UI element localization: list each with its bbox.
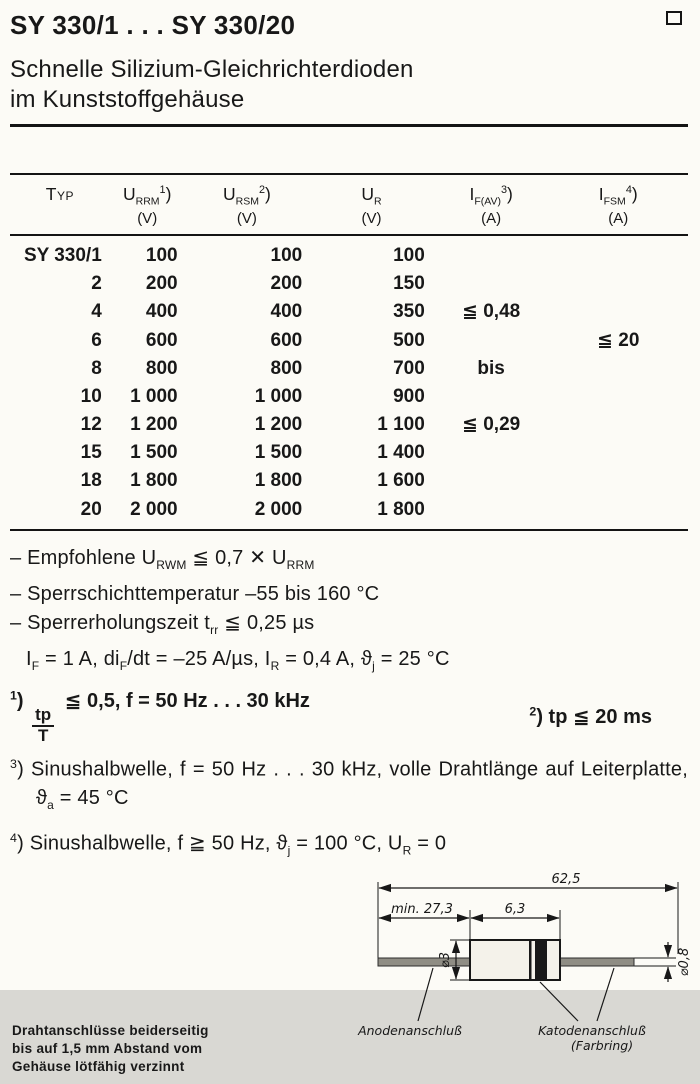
cell-ifsm bbox=[548, 467, 688, 495]
cell-ifsm bbox=[548, 495, 688, 530]
cell-urrm: 1 000 bbox=[130, 385, 178, 407]
cell-ur: 350 bbox=[393, 301, 425, 323]
cell-urrm: 100 bbox=[145, 245, 178, 266]
cell-ur: 1 400 bbox=[377, 442, 425, 464]
solderability-note bbox=[12, 1022, 209, 1076]
footnote-row-1-2 bbox=[10, 688, 688, 746]
dim-overall-label: 62,5 bbox=[551, 871, 581, 887]
col-header-ifav-symbol: $I_{F(AV)}^3$) bbox=[469, 183, 513, 207]
cell-ifav: bis bbox=[477, 357, 505, 379]
cell-urrm: 1 200 bbox=[130, 414, 178, 436]
subtitle-line-1: Schnelle Silizium-Gleichrichterdioden bbox=[10, 56, 414, 83]
col-header-ifsm-symbol: $I_{FSM}^4$) bbox=[598, 183, 638, 207]
footnote-2: $^2$) tp ≦ 20 ms bbox=[529, 704, 652, 729]
col-header-ifsm-unit: (A) bbox=[608, 210, 629, 227]
cell-ifsm bbox=[548, 235, 688, 270]
cell-ur: 150 bbox=[393, 273, 425, 295]
cell-ur: 1 800 bbox=[377, 498, 425, 520]
cell-ifav bbox=[434, 495, 549, 530]
dim-body-dia-label: ⌀3 bbox=[438, 951, 453, 968]
cathode-lead bbox=[560, 958, 634, 966]
page-header bbox=[10, 8, 688, 41]
cell-ifsm bbox=[548, 439, 688, 467]
bottom-section bbox=[10, 870, 692, 1084]
dim-wire-dia-label: ⌀0,8 bbox=[677, 947, 692, 977]
cell-ursm: 2 000 bbox=[254, 498, 303, 520]
header-row bbox=[10, 174, 688, 236]
col-header-typ bbox=[10, 174, 110, 236]
cell-ursm: 100 bbox=[270, 245, 303, 266]
cell-ifav bbox=[434, 235, 549, 270]
col-header-ifsm bbox=[548, 174, 688, 236]
cell-urrm: 200 bbox=[145, 273, 178, 295]
table-row bbox=[10, 467, 688, 495]
cell-urrm: 600 bbox=[145, 329, 178, 351]
dim-lead-label: min. 27,3 bbox=[391, 901, 453, 917]
solderability-note-line-3: Gehäuse lötfähig verzinnt bbox=[12, 1058, 185, 1074]
cell-urrm: 1 800 bbox=[130, 470, 178, 492]
cell-ursm: 1 500 bbox=[254, 442, 303, 464]
cell-typ: 4 bbox=[91, 301, 102, 323]
anode-leader-line bbox=[418, 968, 433, 1021]
table-row bbox=[10, 439, 688, 467]
notes-section bbox=[10, 544, 688, 865]
col-header-ifav-unit: (A) bbox=[481, 210, 502, 227]
table-row bbox=[10, 235, 688, 270]
cell-typ: 10 bbox=[80, 385, 102, 407]
cell-urrm: 400 bbox=[145, 301, 178, 323]
table-row bbox=[10, 298, 688, 326]
cell-typ: 8 bbox=[91, 357, 102, 379]
cell-ur: 1 600 bbox=[377, 470, 425, 492]
cathode-band bbox=[535, 940, 547, 980]
footnote-3: $^3$) Sinushalbwelle, f = 50 Hz . . . 30 kHz, volle Drahtlänge auf Leiterplatte, $ϑ_a = 45$ °C bbox=[10, 757, 688, 813]
cell-typ: SY 330/1 bbox=[23, 245, 102, 266]
cell-ursm: 200 bbox=[270, 273, 303, 295]
cell-typ: 6 bbox=[91, 329, 102, 351]
cell-ursm: 800 bbox=[270, 357, 303, 379]
anode-label: Anodenanschluß bbox=[358, 1022, 462, 1038]
cell-ifav bbox=[434, 382, 549, 410]
col-header-typ-symbol: Typ bbox=[45, 183, 74, 204]
cell-ifav: ≦ 0,48 bbox=[462, 301, 521, 323]
cathode-label: Katodenanschluß bbox=[538, 1022, 646, 1038]
cell-ifsm bbox=[548, 354, 688, 382]
cell-urrm: 800 bbox=[145, 357, 178, 379]
subtitle-line-2: im Kunststoffgehäuse bbox=[10, 85, 245, 113]
col-header-ur-symbol: $U_R$ bbox=[361, 183, 382, 207]
table-row bbox=[10, 495, 688, 530]
ratings-table bbox=[10, 173, 688, 531]
cell-ur: 500 bbox=[393, 329, 425, 351]
package-outline-diagram bbox=[282, 870, 692, 1072]
solderability-note-line-1: Drahtanschlüsse beiderseitig bbox=[12, 1022, 209, 1038]
cell-ifsm: ≦ 20 bbox=[597, 329, 640, 351]
col-header-ursm bbox=[185, 174, 310, 236]
cell-ur: 100 bbox=[393, 245, 425, 266]
col-header-ursm-symbol: $U_{RSM}^2$) bbox=[223, 183, 271, 207]
cell-typ: 18 bbox=[80, 470, 102, 492]
cell-ifsm bbox=[548, 298, 688, 326]
table-row bbox=[10, 411, 688, 439]
corner-square-icon bbox=[666, 11, 682, 25]
cell-ifav bbox=[434, 270, 549, 298]
ratings-table-head bbox=[10, 174, 688, 236]
cell-ursm: 400 bbox=[270, 301, 303, 323]
cell-ur: 900 bbox=[393, 385, 425, 407]
cell-ursm: 1 000 bbox=[254, 385, 303, 407]
cathode-ring-thin bbox=[529, 940, 532, 980]
cathode-leader-line-band bbox=[540, 982, 578, 1021]
cell-ifav: ≦ 0,29 bbox=[462, 414, 521, 436]
cell-typ: 15 bbox=[80, 442, 102, 464]
col-header-urrm bbox=[110, 174, 185, 236]
footnote-1: $^1$) $\frac{tp}{T}$ ≦ 0,5, f = 50 Hz . . . 30 kHz bbox=[10, 688, 310, 746]
cathode-sublabel: (Farbring) bbox=[570, 1037, 634, 1053]
footnote-4: $^4$) Sinushalbwelle, f ≧ 50 Hz, $ϑ_j = 100$ °C, $U_R = 0$ bbox=[10, 831, 447, 858]
cell-ifav bbox=[434, 439, 549, 467]
col-header-ursm-unit: (V) bbox=[236, 210, 257, 227]
cell-ifsm bbox=[548, 411, 688, 439]
col-header-ifav bbox=[434, 174, 549, 236]
cell-ifsm bbox=[548, 270, 688, 298]
cell-typ: 20 bbox=[80, 498, 102, 520]
note-test-conditions: $I_F = 1$ A, $di_F/dt = -25$ A/µs, $I_R = 0,4$ A, $ϑ_j = 25$ °C bbox=[26, 647, 450, 673]
cell-ursm: 600 bbox=[270, 329, 303, 351]
cell-typ: 12 bbox=[80, 414, 102, 436]
page-title: SY 330/1 . . . SY 330/20 bbox=[10, 10, 296, 40]
cell-ifav bbox=[434, 467, 549, 495]
dim-body-label: 6,3 bbox=[504, 901, 526, 917]
cell-ifsm bbox=[548, 382, 688, 410]
cathode-leader-line-lead bbox=[597, 968, 614, 1021]
ratings-table-body bbox=[10, 235, 688, 530]
table-row bbox=[10, 270, 688, 298]
cell-ur: 700 bbox=[393, 357, 425, 379]
note-urwm: – Empfohlene $U_{RWM}$ ≦ 0,7 ✕ $U_{RRM}$ bbox=[10, 546, 315, 572]
subtitle bbox=[10, 55, 688, 115]
cell-typ: 2 bbox=[91, 273, 102, 295]
cell-ursm: 1 800 bbox=[254, 470, 303, 492]
col-header-urrm-unit: (V) bbox=[137, 210, 158, 227]
cell-urrm: 1 500 bbox=[130, 442, 178, 464]
note-reverse-recovery: – Sperrerholungszeit $t_{rr}$ ≦ 0,25 µs bbox=[10, 611, 315, 637]
table-row bbox=[10, 326, 688, 354]
note-junction-temp: – Sperrschichttemperatur –55 bis 160 °C bbox=[10, 582, 380, 605]
solderability-note-line-2: bis auf 1,5 mm Abstand vom bbox=[12, 1040, 203, 1056]
cell-ursm: 1 200 bbox=[254, 414, 303, 436]
cell-ur: 1 100 bbox=[377, 414, 425, 436]
col-header-urrm-symbol: $U_{RRM}^1$) bbox=[122, 183, 172, 207]
cell-urrm: 2 000 bbox=[130, 498, 178, 520]
table-row bbox=[10, 354, 688, 382]
col-header-ur bbox=[309, 174, 434, 236]
cell-ifav bbox=[434, 326, 549, 354]
col-header-ur-unit: (V) bbox=[361, 210, 382, 227]
title-rule bbox=[10, 124, 688, 127]
table-row bbox=[10, 382, 688, 410]
